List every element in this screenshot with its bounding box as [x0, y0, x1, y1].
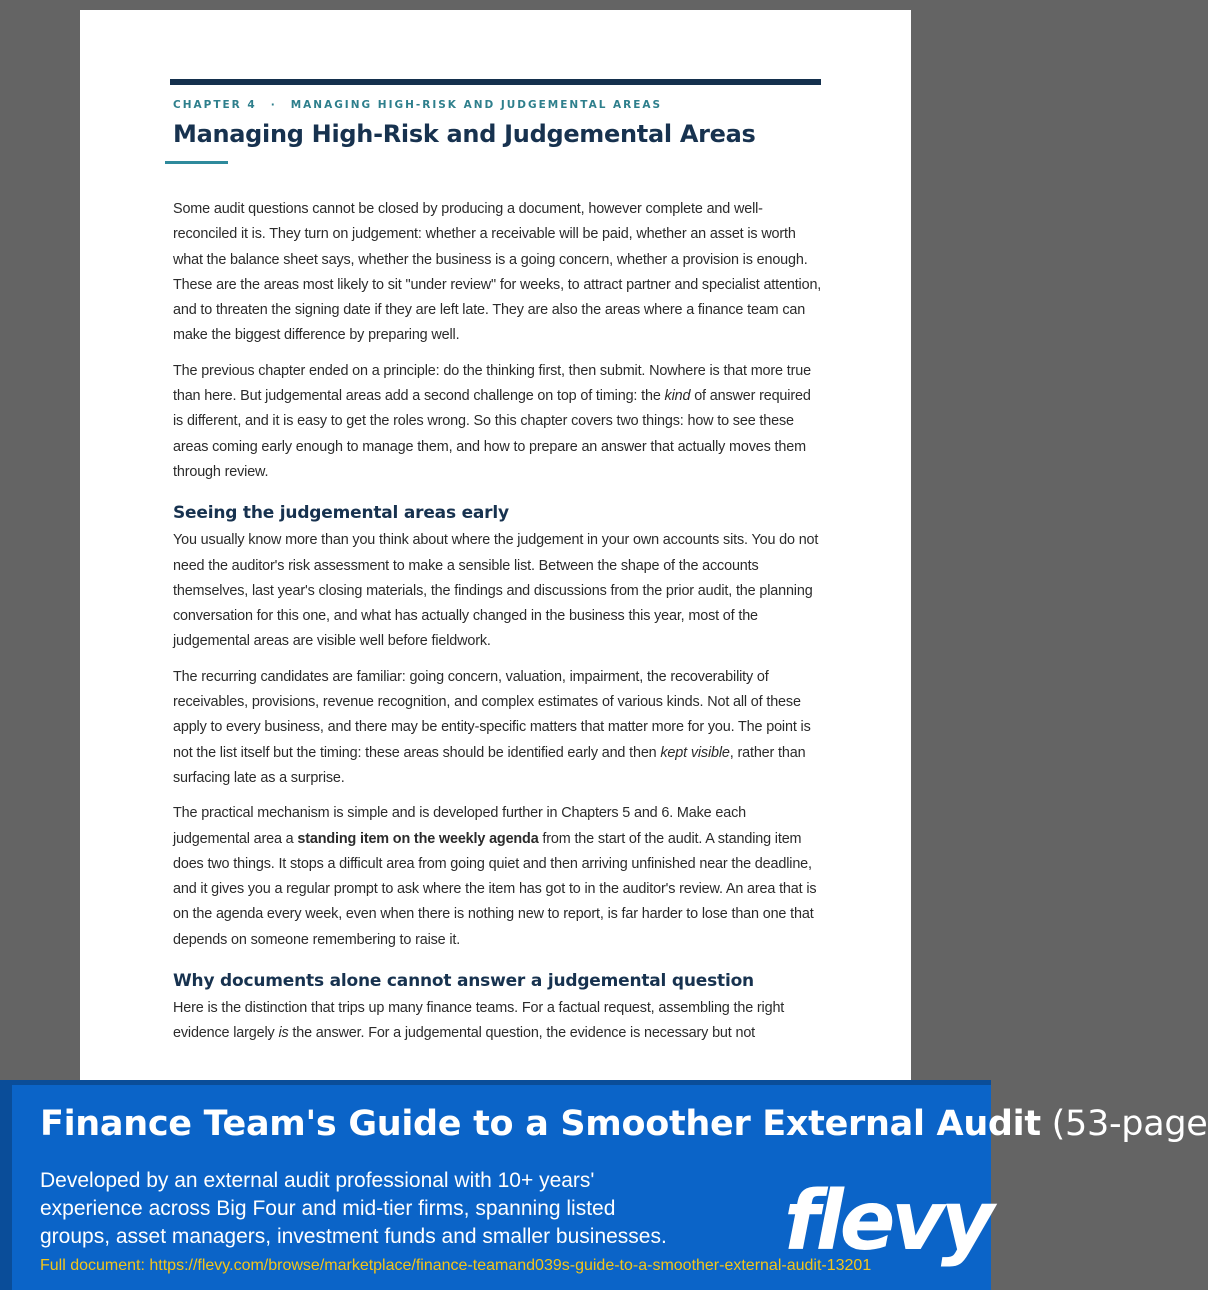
body-text: [173, 197, 823, 1057]
title-underline: [165, 161, 228, 164]
kicker-separator: ·: [270, 99, 277, 111]
chapter-kicker: [173, 99, 662, 111]
header-rule: [170, 79, 821, 85]
section-heading-documents: Why documents alone cannot answer a judgemental question: [173, 971, 754, 992]
section-heading-early: Seeing the judgemental areas early: [173, 503, 509, 524]
paragraph-4: The recurring candidates are familiar: going concern, valuation, impairment, the recoverability of receivables, provisions, revenue recognition, and complex estimates of various kinds. Not all of these apply to every business, and there may be entity-specific matters that matter more for you. The point is not the list itself but the timing: these areas should be identified early and then kept visible, rather than surfacing late as a surprise.: [173, 668, 811, 786]
banner-top-rule: [0, 1080, 991, 1085]
chapter-title: Managing High-Risk and Judgemental Areas: [173, 120, 756, 148]
document-page: [80, 10, 911, 1085]
paragraph-3: You usually know more than you think about where the judgement in your own accounts sits. You do not need the auditor's risk assessment to make a sensible list. Between the shape of the accounts themselves, last year's closing materials, the findings and discussions from the prior audit, the planning conversation for this one, and what has actually changed in the business this year, most of the judgemental areas are visible well before fieldwork.: [173, 532, 819, 650]
paragraph-1: Some audit questions cannot be closed by producing a document, however complete and well-reconciled it is. They turn on judgement: whether a receivable will be paid, whether an asset is worth what the balance sheet says, whether the business is a going concern, whether a provision is enough. These are the areas most likely to sit "under review" for weeks, to attract partner and specialist attention, and to threaten the signing date if they are left late. They are also the areas where a finance team can make the biggest difference by preparing well.: [173, 201, 822, 344]
flevy-logo: flevy: [784, 1174, 991, 1269]
full-document-link[interactable]: Full document: https://flevy.com/browse/marketplace/finance-teamand039s-guide-to-a-smoother-external-audit-13201: [40, 1257, 872, 1274]
banner-stripe: [0, 1080, 12, 1290]
paragraph-2: The previous chapter ended on a principle: do the thinking first, then submit. Nowhere is that more true than here. But judgemental areas add a second challenge on top of timing: the kind of answer required is different, and it is easy to get the roles wrong. So this chapter covers two things: how to see these areas coming early enough to manage them, and how to prepare an answer that actually moves them through review.: [173, 362, 811, 480]
banner-description: Developed by an external audit professional with 10+ years' experience across Big Four and mid-tier firms, spanning listed groups, asset managers, investment funds and smaller businesses.: [40, 1169, 667, 1248]
paragraph-5: The practical mechanism is simple and is developed further in Chapters 5 and 6. Make each judgemental area a standing item on the weekly agenda from the start of the audit. A standing item does two things. It stops a difficult area from going quiet and then arriving unfinished near the deadline, and it gives you a regular prompt to ask where the item has got to in the auditor's review. An area that is on the agenda every week, even when there is nothing new to report, is far harder to lose than one that depends on someone remembering to raise it.: [173, 805, 817, 948]
section-label: MANAGING HIGH-RISK AND JUDGEMENTAL AREAS: [290, 99, 663, 111]
chapter-label: CHAPTER 4: [173, 99, 257, 111]
promo-banner: [0, 1080, 1208, 1290]
paragraph-6: Here is the distinction that trips up many finance teams. For a factual request, assembling the right evidence largely is the answer. For a judgemental question, the evidence is necessary but not: [173, 1000, 785, 1042]
page-count: (53-page: [1040, 1104, 1208, 1144]
banner-title: Finance Team's Guide to a Smoother External Audit (53-page: [40, 1104, 1208, 1144]
